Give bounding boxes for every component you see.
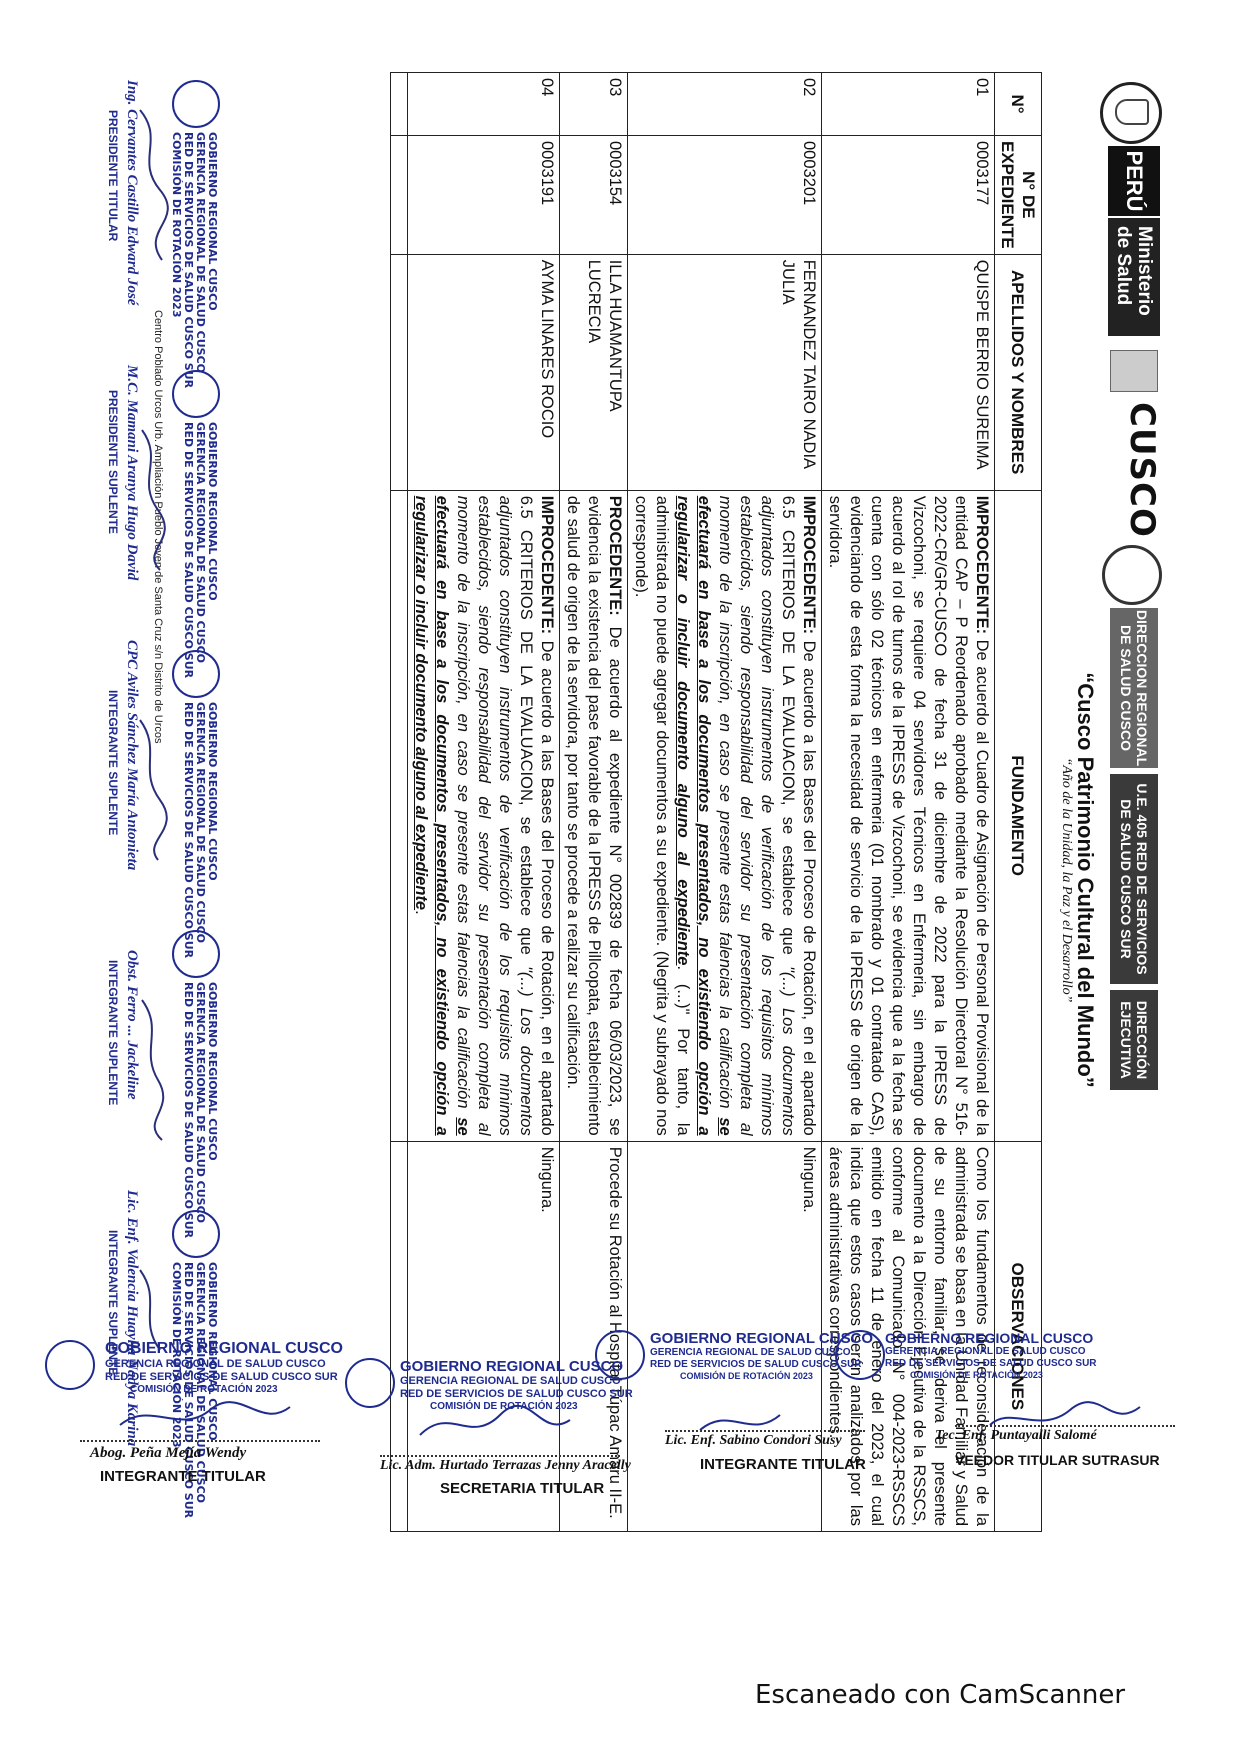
- year-slogan: “Año de la Unidad, la Paz y el Desarrollo”: [1059, 757, 1074, 1003]
- slogan: “Cusco Patrimonio Cultural del Mundo”: [1073, 672, 1098, 1088]
- signer-role: SECRETARIA TITULAR: [440, 1480, 605, 1497]
- ue-405-label: U.E. 405 RED DE SERVICIOS DE SALUD CUSCO SUR: [1110, 774, 1158, 984]
- signer-role: INTEGRANTE TITULAR: [700, 1456, 866, 1473]
- fundamento-text: De acuerdo al expediente N° 002839 de fecha 06/03/2023, se evidencia la existencia del pase favorable de la IPRESS de Pillcopata, establecimiento de salud de origen de la servidora, por tanto se procede a realizar su calificación.: [564, 495, 624, 1136]
- row-number: 04: [408, 73, 560, 136]
- regional-government-logo-icon: [1110, 350, 1158, 392]
- fundamento-quote: "(...) Los documentos adjuntados constituyen instrumentos de verificación de los requisitos mínimos establecidos, siendo responsabilidad del servidor su presentación completa al momento de la inscripción, en caso se presente estas falencias la calificación: [454, 495, 535, 1136]
- row-expediente: 0003201: [628, 136, 822, 255]
- shield-seal-icon: [172, 370, 220, 418]
- address-line: Centro Poblado Urcos Urb. Ampliación Pueblo Joven de Santa Cruz s/n Distrito de Urcos: [152, 310, 164, 744]
- table-row: [628, 73, 822, 1532]
- verdict-label: IMPROCEDENTE:: [538, 495, 556, 635]
- row-fundamento: [628, 490, 822, 1141]
- table-row: [822, 73, 995, 1532]
- shield-seal-icon: [172, 930, 220, 978]
- peru-emblem-icon: [1100, 82, 1162, 144]
- signer-name: Lic. Adm. Hurtado Terrazas Jenny Aracelly: [380, 1458, 631, 1473]
- shield-seal-icon: [172, 650, 220, 698]
- row-fundamento: [408, 490, 560, 1141]
- signer-role: INTEGRANTE SUPLENTE: [106, 960, 120, 1106]
- row-observaciones: Como los fundamentos de reconsideración de la administrada se basa en la Unidad Familiar y Salud de su entorno familiar, se deriva el presente documento a la Dirección Ejecutiva de la RSSCS, conforme al Comunicado N° 004-2023-RSSCS emitido en fecha 11 de enero del 2023, el cual indica que estos casos serán analizados por las áreas administrativas correspondientes.: [822, 1141, 995, 1531]
- verdict-label: IMPROCEDENTE:: [973, 495, 991, 635]
- signer-name: CPC Aviles Sánchez María Antonieta: [124, 640, 140, 871]
- row-name: AYMA LINARES ROCIO: [408, 254, 560, 490]
- signer-role: INTEGRANTE SUPLENTE: [106, 1230, 120, 1376]
- signature-line: [665, 1430, 865, 1432]
- shield-seal-icon: [172, 80, 220, 128]
- header-fundamento: FUNDAMENTO: [995, 490, 1042, 1141]
- fundamento-text: De acuerdo a las Bases del Proceso de Rotación, en el apartado 6.5 CRITERIOS DE LA EVALUACION, se establece que: [517, 495, 556, 1136]
- shield-seal-icon: [835, 1330, 885, 1380]
- signer-name: M.C. Mamani Aranya Hugo David: [124, 365, 140, 581]
- signer-name: Obst. Ferro ... Jackeline: [124, 950, 140, 1100]
- signer-role: PRESIDENTE SUPLENTE: [106, 390, 120, 535]
- fundamento-quote: "(...) Los documentos adjuntados constituyen instrumentos de verificación de los requisitos mínimos establecidos, siendo responsabilidad del servidor su presentación completa al momento de la inscripción, en caso se presente estas falencias la calificación: [716, 495, 797, 1136]
- cusco-logo: CUSCO: [1122, 402, 1162, 538]
- table-header-row: [995, 73, 1042, 1532]
- header-observaciones: OBSERVACIONES: [995, 1141, 1042, 1531]
- signer-name: Ing. Cervantes Castillo Edward José: [124, 80, 140, 306]
- shield-seal-icon: [45, 1340, 95, 1390]
- header-num: N°: [995, 73, 1042, 136]
- diresa-emblem-icon: [1102, 545, 1162, 605]
- fundamento-text: De acuerdo a las Bases del Proceso de Rotación, en el apartado 6.5 CRITERIOS DE LA EVALUACION, se establece que: [779, 495, 818, 1136]
- row-name: QUISPE BERRIO SUREIMA: [822, 254, 995, 490]
- signer-role: VEEDOR TITULAR SUTRASUR: [955, 1452, 1160, 1468]
- row-expediente: 0003191: [408, 136, 560, 255]
- fundamento-closing: . (...)" Por tanto, la administrada no puede agregar documentos a su expediente. (Negrita y subrayado nos corresponde).: [632, 495, 692, 1136]
- shield-seal-icon: [595, 1330, 645, 1380]
- ministerio-label: Ministerio de Salud: [1108, 218, 1160, 336]
- row-name: FERNANDEZ TAIRO NADIA JULIA: [628, 254, 822, 490]
- verdict-label: IMPROCEDENTE:: [800, 495, 818, 635]
- signer-name: Lic. Enf. Valencia Huaylla Nadya Karina: [124, 1190, 140, 1447]
- signature-line: [80, 1440, 320, 1442]
- row-expediente: 0003154: [560, 136, 628, 255]
- fundamento-closing: .: [412, 910, 430, 915]
- row-fundamento: [822, 490, 995, 1141]
- table-row: [560, 73, 628, 1532]
- row-observaciones: Ninguna.: [628, 1141, 822, 1531]
- signature-line: [380, 1455, 620, 1457]
- fundamento-text: De acuerdo al Cuadro de Asignación de Personal Provisional de la entidad CAP – P Reordenado aprobado mediante la Resolución Directoral N° 516-2022-CR/GR-CUSCO de fecha 31 de diciembre de 2022 para la IPRESS de Vizcochoni, se requiere 04 servidores Técnicos en Enfermeria, sin embargo de acuerdo al rol de turnos de la IPRESS de Vizcochoni, se evidencia que a la fecha se cuenta con sólo 02 técnicos en enfermeria (01 nombrado y 01 contratado CAS), evidenciando de esta forma la necesidad de servicio de la IPRESS de origen de la servidora.: [826, 495, 991, 1136]
- row-number: 03: [560, 73, 628, 136]
- signer-role: INTEGRANTE TITULAR: [100, 1468, 266, 1485]
- direccion-ejecutiva-label: DIRECCIÓN EJECUTIVA: [1110, 990, 1158, 1090]
- peru-label: PERÚ: [1108, 146, 1160, 216]
- signer-name: Lic. Enf. Sabino Condori Susy: [665, 1433, 842, 1448]
- row-expediente: 0003177: [822, 136, 995, 255]
- signer-name: Tec. Enf. Puntayalli Salomé: [935, 1428, 1097, 1443]
- row-fundamento: [560, 490, 628, 1141]
- header-nombres: APELLIDOS Y NOMBRES: [995, 254, 1042, 490]
- direccion-regional-label: DIRECCION REGIONAL DE SALUD CUSCO: [1110, 608, 1158, 768]
- row-number: 01: [822, 73, 995, 136]
- results-table: [390, 72, 1042, 1532]
- row-observaciones: Ninguna.: [408, 1141, 560, 1531]
- signer-role: PRESIDENTE TITULAR: [106, 110, 120, 242]
- header-expediente: N° DE EXPEDIENTE: [995, 136, 1042, 255]
- table-row-empty: [391, 73, 408, 1532]
- signer-name: Abog. Peña Mejía Wendy: [90, 1445, 247, 1461]
- fundamento-emphasis: se efectuará en base a los documentos presentados, no existiendo opción a regularizar o incluir documento alguno al expediente: [674, 495, 734, 1136]
- row-number: 02: [628, 73, 822, 136]
- camscanner-watermark: Escaneado con CamScanner: [755, 1680, 1126, 1710]
- row-observaciones: Procede su Rotación al Hospital Túpac Amaru II-E.: [560, 1141, 628, 1531]
- shield-seal-icon: [172, 1210, 220, 1258]
- signature-line: [955, 1425, 1175, 1427]
- row-name: ILLA HUAMANTUPA LUCRECIA: [560, 254, 628, 490]
- verdict-label: PROCEDENTE:: [606, 495, 624, 616]
- fundamento-emphasis: se efectuará en base a los documentos presentados, no existiendo opción a regularizar o incluir documento alguno al expediente: [412, 495, 472, 1136]
- table-row: [408, 73, 560, 1532]
- signer-role: INTEGRANTE SUPLENTE: [106, 690, 120, 836]
- document-sheet: PERÚ Ministerio de Salud CUSCO DIRECCION REGIONAL DE SALUD CUSCO U.E. 405 RED DE SERVICIOS DE SALUD CUSCO SUR DIRECCIÓN EJECUTIVA “Cusco Patrimonio Cultural del Mundo” “Año de la Unidad, la Paz y el Desarrollo” N° N° DE EXPEDIENTE APELLIDOS Y NOMBRES FUNDAMENTO OBSERVACIONES 01 0003177 QUISPE BERRIO SUREIMA IMPROCEDENTE: De acuerdo al Cuadro de Asignación de Personal Provisional de la entidad CAP – P Reordenado aprobado mediante la Resolución Directoral N° 516-2022-CR/GR-CUSCO de fecha 31 de diciembre de 2022 para la IPRESS de Vizcochoni, se requiere 04 servidores Técnicos en Enfermeria, sin embargo de acuerdo al rol de turnos de la IPRESS de Vizcochoni, se evidencia que a la fecha se cuenta con sólo 02 técnicos en enfermeria (01 nombrado y 01 contratado CAS), evidenciando de esta forma la necesidad de servicio de la IPRESS de origen de la servidora. Como los fundamentos de reconsideración de la administrada se basa en la Unidad Familiar y Salud de su entorno familiar, se deriva el presente documento a la Dirección Ejecutiva de la RSSCS, conforme al Comunicado N° 004-2023-RSSCS emitido en fecha 11 de enero del 2023, el cual indica que estos casos serán analizados por las áreas administrativas correspondientes. 02 0003201 FERNANDEZ TAIRO NADIA JULIA IMPROCEDENTE: De acuerdo a las Bases del Proceso de Rotación, en el apartado 6.5 CRITERIOS DE LA EVALUACION, se establece que "(...) Los documentos adjuntados constituyen instrumentos de verificación de los requisitos mínimos establecidos, siendo responsabilidad del servidor su presentación completa al momento de la inscripción, en caso se presente estas falencias la calificación se efectuará en base a los documentos presentados, no existiendo opción a regularizar o incluir documento alguno al expediente. (...)" Por tanto, la administrada no puede agregar documentos a su expediente. (Negrita y subrayado nos corresponde). Ninguna. 03 0003154 ILLA HUAMANTUPA LUCRECIA PROCEDENTE: De acuerdo al expediente N° 002839 de fecha 06/03/2023, se evidencia la existencia del pase favorable de la IPRESS de Pillcopata, establecimiento de salud de origen de la servidora, por tanto se procede a realizar su calificación. Procede su Rotación al Hospital Túpac Amaru II-E. 04 0003191 AYMA LINARES ROCIO IMPROCEDENTE: De acuerdo a las Bases del Proceso de Rotación, en el apartado 6.5 CRITERIOS DE LA EVALUACION, se establece que "(...) Los documentos adjuntados constituyen instrumentos de verificación de los requisitos mínimos establecidos, siendo responsabilidad del servidor su presentación completa al momento de la inscripción, en caso se presente estas falencias la calificación se efectuará en base a los documentos presentados, no existiendo opción a regularizar o incluir documento alguno al expediente. Ninguna. GOBIERNO REGIONAL CUSCO GERENCIA REGIONAL DE SALUD CUSCO RED DE SERVICIOS DE SALUD CUSCO SUR COMISIÓN DE ROTACIÓN 2023 GOBIERNO REGIONAL CUSCO GERENCIA REGIONAL DE SALUD CUSCO RED DE SERVICIOS DE SALUD CUSCO SUR GOBIERNO REGIONAL CUSCO GERENCIA REGIONAL DE SALUD CUSCO RED DE SERVICIOS DE SALUD CUSCO SUR GOBIERNO REGIONAL CUSCO GERENCIA REGIONAL DE SALUD CUSCO RED DE SERVICIOS DE SALUD CUSCO SUR GOBIERNO REGIONAL CUSCO GERENCIA REGIONAL DE SALUD CUSCO RED DE SERVICIOS DE SALUD CUSCO SUR COMISIÓN DE ROTACIÓN 2023 Centro Poblado Urcos Urb. Ampliación Pueblo Joven de Santa Cruz s/n Distrito de Urcos Ing. Cervantes Castillo Edward José PRESIDENTE TITULAR M.C. Mamani Aranya Hugo David PRESIDENTE SUPLENTE CPC Aviles Sánchez María Antonieta INTEGRANTE SUPLENTE Obst. Ferro ... Jackeline INTEGRANTE SUPLENTE Lic. Enf. Valencia Huaylla Nadya Karina INTEGRANTE SUPLENTE: [100, 60, 1180, 1680]
